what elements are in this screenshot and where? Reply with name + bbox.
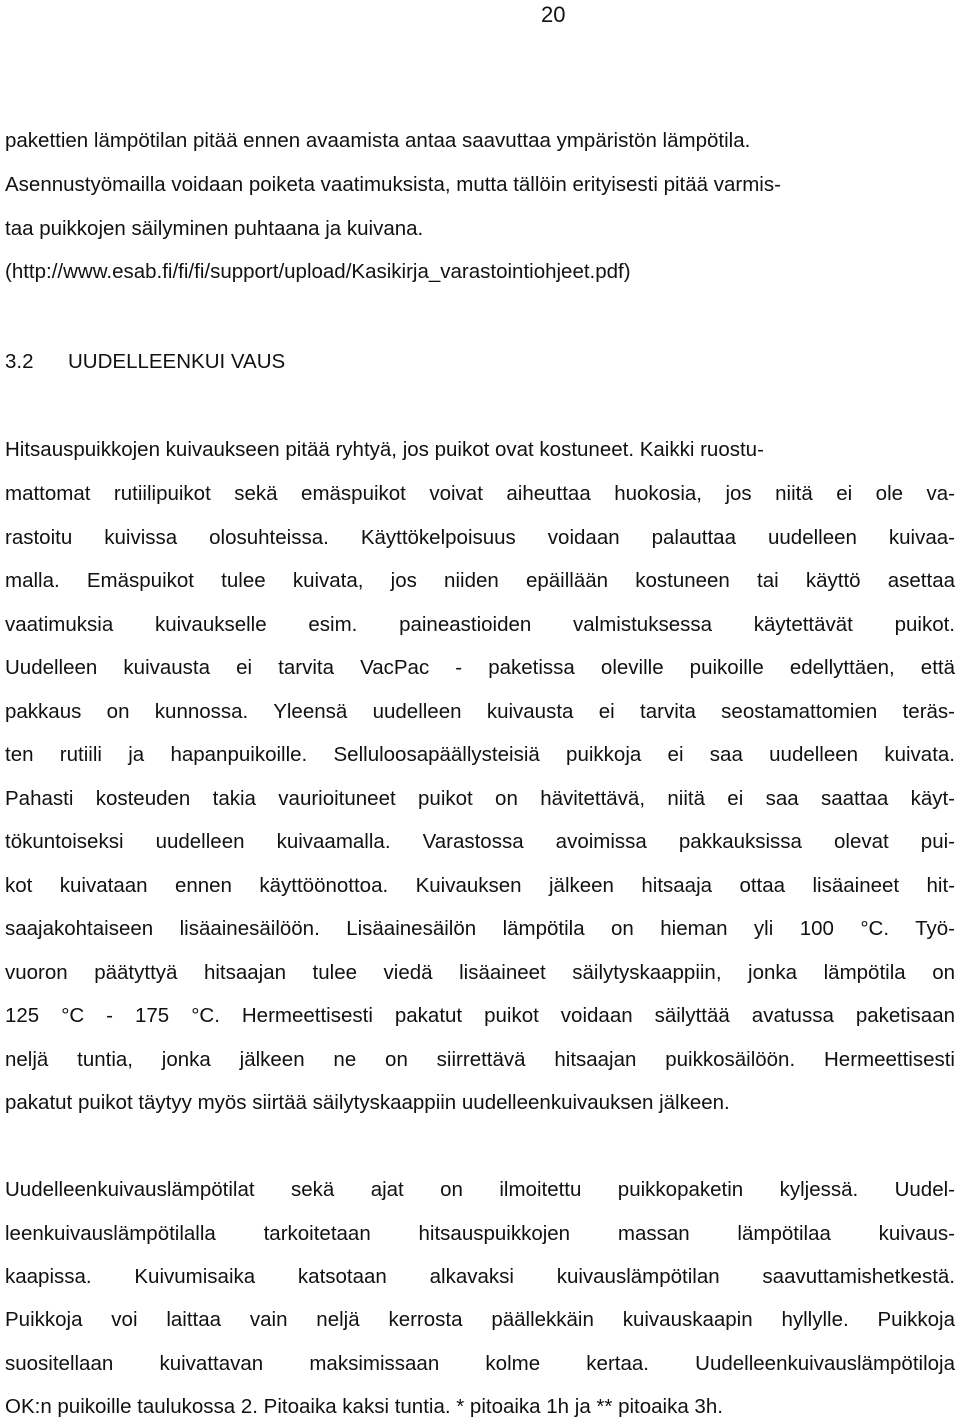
text-line: Uudelleen kuivausta ei tarvita VacPac - paketissa oleville puikoille edellyttäen, että: [5, 656, 955, 679]
text-line: Asennustyömailla voidaan poiketa vaatimuksista, mutta tällöin erityisesti pitää varmis-: [5, 173, 781, 196]
text-line: pakatut puikot täytyy myös siirtää säilytyskaappiin uudelleenkuivauksen jälkeen.: [5, 1091, 730, 1114]
text-line: kaapissa. Kuivumisaika katsotaan alkavaksi kuivauslämpötilan saavuttamishetkestä.: [5, 1265, 955, 1288]
text-line: mattomat rutiilipuikot sekä emäspuikot voivat aiheuttaa huokosia, jos niitä ei ole va-: [5, 482, 955, 505]
text-line: neljä tuntia, jonka jälkeen ne on siirrettävä hitsaajan puikkosäilöön. Hermeettisesti: [5, 1048, 955, 1071]
text-line: Hitsauspuikkojen kuivaukseen pitää ryhtyä, jos puikot ovat kostuneet. Kaikki ruostu-: [5, 438, 764, 461]
text-line: OK:n puikoille taulukossa 2. Pitoaika kaksi tuntia. * pitoaika 1h ja ** pitoaika 3h.: [5, 1395, 723, 1418]
text-line: tökuntoiseksi uudelleen kuivaamalla. Varastossa avoimissa pakkauksissa olevat pui-: [5, 830, 955, 853]
text-line: taa puikkojen säilyminen puhtaana ja kuivana.: [5, 217, 424, 240]
text-line: leenkuivauslämpötilalla tarkoitetaan hitsauspuikkojen massan lämpötilaa kuivaus-: [5, 1222, 955, 1245]
text-line: Puikkoja voi laittaa vain neljä kerrosta päällekkäin kuivauskaapin hyllylle. Puikkoja: [5, 1308, 955, 1331]
text-line: pakettien lämpötilan pitää ennen avaamista antaa saavuttaa ympäristön lämpötila.: [5, 129, 751, 152]
section-number: 3.2: [5, 350, 34, 373]
page-number: 20: [541, 2, 566, 27]
text-line: saajakohtaiseen lisäainesäilöön. Lisäainesäilön lämpötila on hieman yli 100 °C. Työ-: [5, 917, 955, 940]
text-line: rastoitu kuivissa olosuhteissa. Käyttökelpoisuus voidaan palauttaa uudelleen kuivaa-: [5, 526, 955, 549]
text-line: vuoron päätyttyä hitsaajan tulee viedä lisäaineet säilytyskaappiin, jonka lämpötila on: [5, 961, 955, 984]
text-line: Pahasti kosteuden takia vaurioituneet puikot on hävitettävä, niitä ei saa saattaa käyt-: [5, 787, 955, 810]
section-title: UUDELLEENKUI VAUS: [68, 350, 286, 373]
text-line: 125 °C - 175 °C. Hermeettisesti pakatut puikot voidaan säilyttää avatussa paketisaan: [5, 1004, 955, 1027]
text-line: vaatimuksia kuivaukselle esim. paineastioiden valmistuksessa käytettävät puikot.: [5, 613, 955, 636]
text-line: malla. Emäspuikot tulee kuivata, jos niiden epäillään kostuneen tai käyttö asettaa: [5, 569, 955, 592]
text-line: pakkaus on kunnossa. Yleensä uudelleen kuivausta ei tarvita seostamattomien teräs-: [5, 700, 955, 723]
text-line: Uudelleenkuivauslämpötilat sekä ajat on ilmoitettu puikkopaketin kyljessä. Uudel-: [5, 1178, 955, 1201]
text-line: ten rutiili ja hapanpuikoille. Selluloosapäällysteisiä puikkoja ei saa uudelleen kuivata.: [5, 743, 955, 766]
section-heading: [5, 348, 285, 376]
text-line: kot kuivataan ennen käyttöönottoa. Kuivauksen jälkeen hitsaaja ottaa lisäaineet hit-: [5, 874, 955, 897]
text-line: (http://www.esab.fi/fi/fi/support/upload/Kasikirja_varastointiohjeet.pdf): [5, 260, 631, 283]
text-line: suositellaan kuivattavan maksimissaan kolme kertaa. Uudelleenkuivauslämpötiloja: [5, 1352, 955, 1375]
